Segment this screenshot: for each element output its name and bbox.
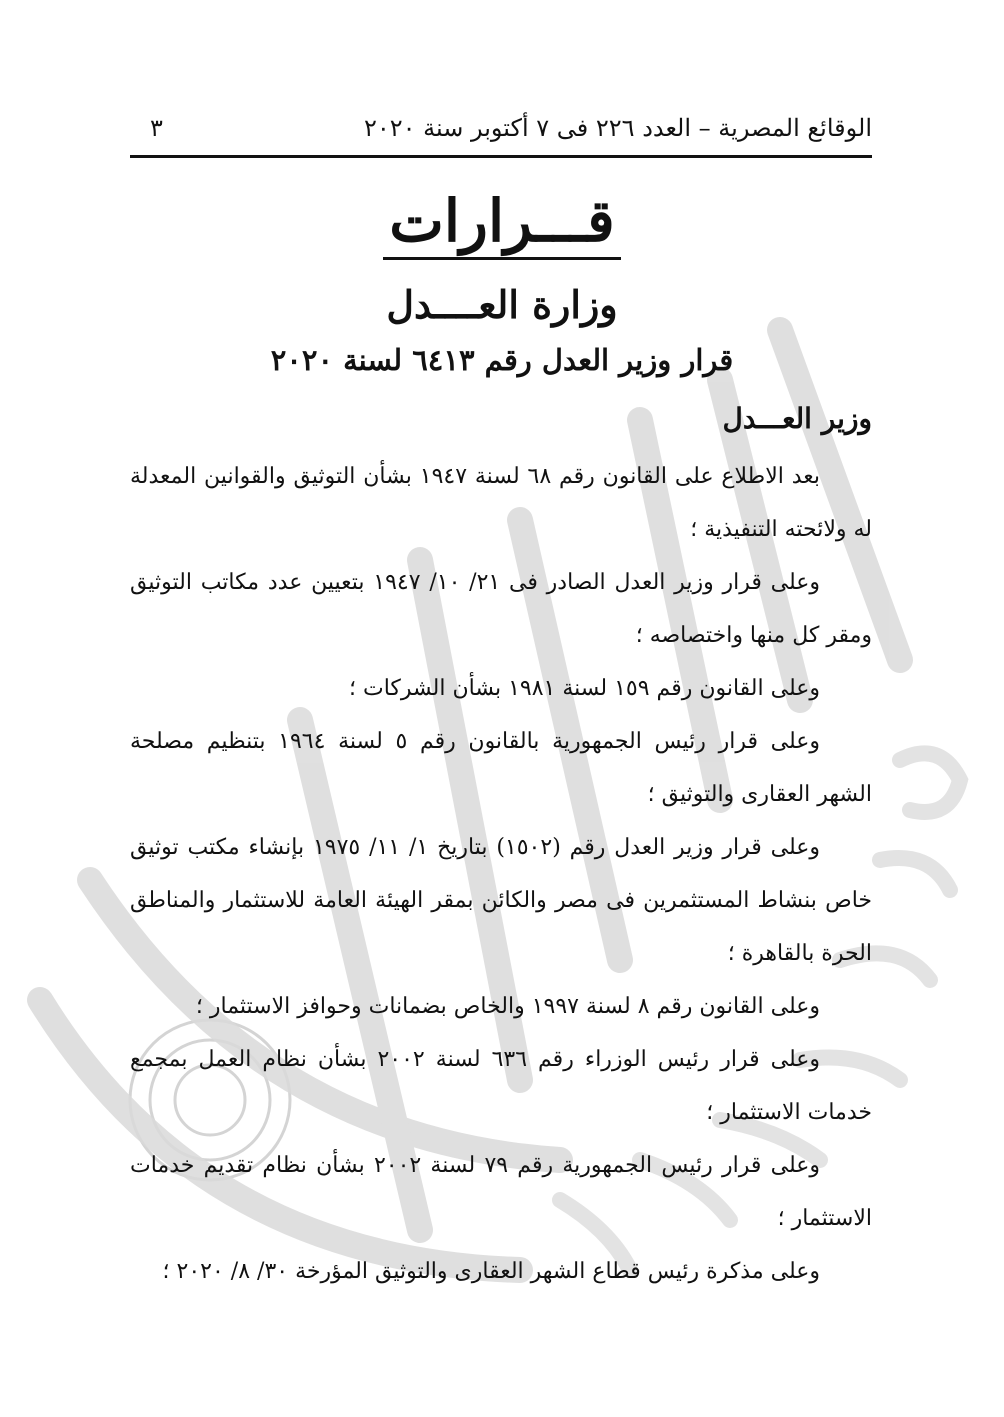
preamble-paragraph: بعد الاطلاع على القانون رقم ٦٨ لسنة ١٩٤٧ بشأن التوثيق والقوانين المعدلة له ولائحته التنفيذية ؛ <box>130 464 872 542</box>
gazette-header <box>130 108 872 152</box>
preamble-paragraph: وعلى قرار رئيس الجمهورية بالقانون رقم ٥ لسنة ١٩٦٤ بتنظيم مصلحة الشهر العقارى والتوثيق ؛ <box>130 729 872 807</box>
decree-title: قرار وزير العدل رقم ٦٤١٣ لسنة ٢٠٢٠ <box>270 343 734 377</box>
section-title-text: قـــرارات <box>383 187 621 260</box>
header-issue-text: الوقائع المصرية – العدد ٢٢٦ فى ٧ أكتوبر سنة ٢٠٢٠ <box>363 114 872 142</box>
preamble-paragraph: وعلى قرار رئيس الجمهورية رقم ٧٩ لسنة ٢٠٠٢ بشأن نظام تقديم خدمات الاستثمار ؛ <box>130 1153 872 1231</box>
preamble-paragraph: وعلى قرار رئيس الوزراء رقم ٦٣٦ لسنة ٢٠٠٢ بشأن نظام العمل بمجمع خدمات الاستثمار ؛ <box>130 1047 872 1125</box>
page-number: ٣ <box>150 114 163 142</box>
preamble-paragraph: وعلى مذكرة رئيس قطاع الشهر العقارى والتوثيق المؤرخة ٣٠/ ٨/ ٢٠٢٠ ؛ <box>162 1259 820 1284</box>
preamble-paragraph: وعلى القانون رقم ١٥٩ لسنة ١٩٨١ بشأن الشركات ؛ <box>349 676 820 701</box>
section-title <box>0 186 1004 256</box>
preamble-paragraph: وعلى قرار وزير العدل الصادر فى ٢١/ ١٠/ ١٩٤٧ بتعيين عدد مكاتب التوثيق ومقر كل منها واختصاصه ؛ <box>130 570 872 648</box>
preamble-paragraph: وعلى القانون رقم ٨ لسنة ١٩٩٧ والخاص بضمانات وحوافز الاستثمار ؛ <box>195 994 820 1019</box>
decree-preamble <box>130 450 872 1298</box>
ministry-name: وزارة العــــدل <box>386 282 618 327</box>
preamble-paragraph: وعلى قرار وزير العدل رقم (١٥٠٢) بتاريخ ١/ ١١/ ١٩٧٥ بإنشاء مكتب توثيق خاص بنشاط المستثمرين فى مصر والكائن بمقر الهيئة العامة للاستثمار والمناطق الحرة بالقاهرة ؛ <box>130 835 872 966</box>
header-divider <box>130 155 872 158</box>
issuer-heading: وزير العـــدل <box>722 402 872 435</box>
